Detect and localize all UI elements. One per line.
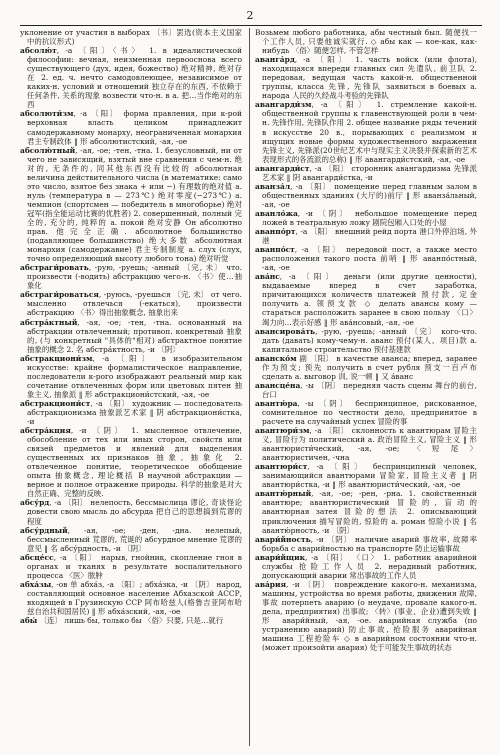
page-number: 2 [246, 9, 254, 22]
entry-definition: , -а 〔阳〕 нелепость, бессмыслица 谬论, 奇谈怪论 довести свою мысль до абсурда 把自己的思想搞到荒谬的程度 [27, 498, 242, 526]
entry-headword: абстраги́ровать [20, 263, 89, 273]
entry-definition: , -а 〔阳〕〈书〉 1. в идеалистической философии: вечная, неизменная первооснова всего существующего (дух, идея, божество) 绝对精神, 绝对存在 2. ед. ч. нечто самодовлеющее, независимое от каких-н. условий и отношений 独立存在的东西, 不依赖于任何条件, 关系的现象 возвести что-н. в а. 把…当作绝对的东西 [27, 46, 242, 110]
dictionary-entry [255, 580, 477, 652]
entry-definition: , -ов 单 абха́з, -а 〔阳〕; абха́зка, -и 〔阴〕 народ, составляющий основное население Абхазской АССР, входящей в Грузинскую ССР 阿布哈兹人(格鲁吉亚阿布哈兹自治共和国居民) ‖ 形 абха́зский, -ая, -ое [27, 579, 242, 616]
entry-definition: , -и 〔阴〕 небольшое помещение перед ложей в театральную ложу 剧院包厢入口处的小屋 [262, 208, 477, 227]
column-divider [249, 28, 250, 746]
entry-headword: аванза́л [255, 181, 291, 191]
entry-definition: , -а 〔阳〕 нарыв, гнойник, скопление гноя в органах и тканях в результате воспалительного процесса 〈医〉脓肿 [27, 552, 242, 580]
dictionary-entry [255, 28, 477, 55]
entry-definition: , -ая, -ое; -рен, -рна. 1. свойственный авантюре; авантюристический 冒险的, 盲动的 авантюрная затея 冒险的想法 2. описывающий приключения 描写冒险的, 惊险的 а. роман 惊险小说 ‖ 名 авантю́рность, -и 〔阴〕 [262, 489, 477, 535]
entry-headword: абсце́сс [20, 552, 54, 562]
entry-definition: , -ая, -ое; -ден, -дна. нелепый, бессмысленный 荒谬的, 荒诞的 абсурдное мнение 荒谬的意见 ‖ 名 абсу́рдность, -и 〔阴〕 [27, 525, 242, 553]
entry-headword: абсолюти́зм [20, 109, 74, 119]
dictionary-entry [20, 616, 242, 625]
dictionary-entry [20, 553, 242, 580]
entry-headword: авантюри́зм [255, 426, 310, 436]
entry-definition: Возьмем любого работника, абы честный был. 随便找一个工作人员, 只要他诚实就行. ◇ абы как — кое-как, как-нибудь 〈俗〉随便怎样, 不管怎样 [255, 28, 477, 56]
entry-definition: 副 〔阳〕 в качестве аванса; вперед, заранее 作为预支; 预先 получить в счет рубля 预支一百卢布 сделать а. выговор 训, 说一顿 ‖ 又 а́ванс [262, 353, 477, 381]
dictionary-entry [20, 498, 242, 525]
entry-headword: авансирова́ть [255, 326, 316, 336]
entry-definition: , -и 〔阴〕 1. мысленное отвлечение, обособление от тех или иных сторон, свойств или связей предметов и явлений для выделения существенных их признаков 抽象, 抽象化 2. отвлеченное понятие, теоретическое обобщение опыта 抽象概念, 理论概括 В научной абстракции — верное и полное отражение природы. 科学的抽象是对大自然正确、完整的反映. [27, 426, 242, 499]
entry-headword: абсу́рд [20, 498, 50, 508]
dictionary-entry [255, 164, 477, 182]
entry-headword: абстраги́роваться [20, 290, 99, 300]
entry-definition: , -а 〔阳〕 〈口〉 1. работник аварийной службы 抢险工作人员 2. нерадивый работник, допускающий аварии 常出事故的工作人员 [262, 552, 477, 580]
dictionary-entry [255, 182, 477, 209]
entry-headword: аванло́жа [255, 208, 298, 218]
entry-definition: , -и 〔阴〕 повреждение какого-н. механизма, машины, устройства во время работы, движения 故障, 事故 потерпеть аварию (о неудаче, провале какого-н. дела, предприятия) 出事故; 〈转〉(事业、企业)遭到失败 ‖ 形 авари́йный, -ая, -ое. аварийная служба (по устранению аварий) 防止事故, 抢险服务 аварийная машина 工程抢险车 ◇ в аварийном состоянии что-н. (может произойти авария) 处于可能发生事故的状态 [262, 579, 477, 653]
dictionary-entry [255, 535, 477, 553]
dictionary-entry [20, 318, 242, 354]
entry-headword: авансце́на [255, 380, 301, 390]
entry-definition: , -рую, -руешь; -анный 〔完, 未〕 что. произвести (-водить) абстракцию чего-н. 〈书〉使…抽象化 [27, 263, 242, 291]
dictionary-entry [20, 46, 242, 109]
dictionary-entry [255, 354, 477, 381]
dictionary-entry [20, 354, 242, 399]
entry-definition: , -а 〔阳〕 внешний рейд порта 港口外停泊场, 外港 [262, 227, 477, 246]
entry-headword: авари́йность [255, 534, 311, 544]
entry-definition: , -а 〔阳〕 сторонник авангардизма 先锋派艺术家 ‖ 阴 авангарди́стка, -и [262, 163, 477, 182]
dictionary-entry [20, 290, 242, 317]
dictionary-entry [20, 580, 242, 616]
entry-headword: абсолю́тный [20, 145, 76, 155]
entry-headword: абстракциони́ст [20, 398, 91, 408]
entry-definition: , -а 〔阳〕 передовой пост, а также место расположения такого поста 前哨 ‖ 形 аванпо́стный, -ая, -ое [262, 245, 477, 273]
entry-headword: авари́йщик [255, 552, 305, 562]
entry-headword: абха́зы [20, 579, 52, 589]
entry-definition: , -а 〔阳〕 1. часть войск (или флота), находящаяся впереди главных сил 先遣队, 前卫队 2. передовая, ведущая часть какой-н. общественной группы, класса 先锋, 先锋队 заявиться в боевых а. народа 人民的久经战斗考验的先锋队 [262, 55, 477, 101]
entry-headword: аванга́рд [255, 55, 295, 65]
entry-definition: , -ы 〔阴〕 беспринципное, рискованное, сомнительное по честности дело, предпринятое в расчете на случайный успех 冒险的事 [262, 398, 477, 427]
entry-definition: , -а 〔阳〕 1. стремление какой-н. общественной группы к главенствующей роли в чем-н. 先锋作用, 先锋队作用 2. общее название ряды течений в искусстве 20 в., порывающих с реализмом и ищущих новые формы художественного выражения 先锋主义, 先锋派(20世纪艺术中与现实主义决裂并探索新的艺术表现形式的各流派的总称) ‖ 形 авангарди́стский, -ая, -ое [262, 100, 477, 164]
entry-definition: уклонение от участия в выборах 〔书〕罢选(资本主义国家中的抗议形式) [20, 28, 242, 47]
entry-headword: авангарди́зм [255, 100, 312, 110]
dictionary-entry [255, 209, 477, 227]
dictionary-entry [20, 146, 242, 264]
entry-headword: аванпо́ст [255, 245, 295, 255]
entry-headword: ава́нс [255, 272, 280, 282]
right-column [255, 28, 477, 746]
entry-headword: абсолю́т [20, 46, 57, 56]
entry-headword: ава́рия [255, 579, 287, 589]
dictionary-entry [255, 426, 477, 462]
entry-definition: , -а 〔阳〕 художник — последователь абстракционизма 抽象派艺术家 ‖ 阴 абстракциони́стка, -и [27, 398, 242, 427]
entry-definition: 〔连〕 лишь бы, только бы 〈俗〉只要, 只是…就行 [37, 616, 224, 626]
entry-headword: авантюри́ст [255, 462, 308, 472]
dictionary-entry [20, 28, 242, 46]
dictionary-entry [255, 100, 477, 163]
left-column [20, 28, 242, 746]
entry-definition: , -руюсь, -руешься 〔完, 未〕 от чего. мысленно отвлечься (-екаться), произвести абстракцию 〈书〉得出抽象概念, 抽象出来 [27, 290, 242, 318]
entry-definition: , -ая, -ое; -тен, -тна. основанный на абстракции отвлеченный; противоп. конкретный 抽象的, (与 конкретный "具体的"相对) абстрактное понятие 抽象的概念 2. 名 абстра́ктность, -и 〔阴〕 [27, 317, 242, 354]
entry-headword: абсу́рдный [20, 525, 68, 535]
dictionary-entry [255, 245, 477, 272]
entry-definition: , -а 〔阳〕 деньги (или другие ценности), выдаваемые вперед в счет заработка, причитающихся количеств платежей 预付款, 定金 получить а. 领预支款 ◇ делать авансы кому — стараться расположить заранее в свою пользу 〈口〉竭力向…表示好感 ‖ 形 ава́нсовый, -ая, -ое [262, 272, 477, 327]
entry-definition: , -ы 〔阴〕 передняя часть сцены 舞台的前台, 台口 [262, 380, 477, 399]
entry-headword: абстракциони́зм [20, 353, 93, 363]
entry-headword: авангарди́ст [255, 163, 310, 173]
entry-headword: абы́ [20, 616, 38, 626]
entry-definition: , -а 〔阳〕 форма правления, при к-рой верховная власть целиком принадлежит самодержавному монарху, неограниченная монархия 君主专制政体 ‖ 形 абсолютистский, -ая, -ое [27, 109, 242, 146]
entry-definition: , -рую, -руешь; -анный 〔完〕 кого-что. дать (давать) кому-чему-н. аванс 预付(某人、项目)款 а. капитальное строительство 预付基建款 [262, 326, 477, 354]
dictionary-entry [255, 327, 477, 354]
dictionary-entry [20, 263, 242, 290]
entry-headword: аванпо́рт [255, 227, 296, 237]
entry-definition: , -а 〔阳〕 беспринципный человек, занимающийся авантюрами 冒险家, 冒险主义者 ‖ 阴 авантюри́стка, -и ‖ 形 авантюристи́ческий, -ая, -ое [262, 462, 477, 490]
entry-definition: , -и 〔阴〕 наличие аварий 事故率, 故障率 борьба с аварийностью на транспорте 防止运输事故 [262, 534, 477, 553]
dictionary-entry [255, 489, 477, 534]
dictionary-entry [20, 109, 242, 145]
dictionary-entry [255, 55, 477, 100]
entry-definition: , -а 〔阳〕 склонность к авантюрам 冒险主义, 冒险行为 политический а. 政治冒险主义, 冒险主义 ‖ 形 авантюристи́ческий, -ая, -ое; 〈短尾〉 авантюристичен, -чна [262, 426, 477, 463]
entry-headword: абстра́кция [20, 426, 71, 436]
entry-definition: , -а 〔阳〕 в изобразительном искусстве: крайне формалистическое направление, последователи к-рого изображают реальный мир как сочетание отвлеченных форм или цветовых пятен 抽象主义, 抽象派 ‖ 形 абстракциони́стский, -ая, -ое [27, 353, 242, 399]
entry-definition: , -ая, -ое; -тен, -тна. 1. безусловный, ни от чего не зависящий, взятый вне сравнения с чем-н. 绝对的, 无条件的, 同其他东西没有比较的 абсолютная величина действительного числа (в математике: само это число, взятое без знака + или −) 有理数的绝对值 а. нуль (температура в — 273℃) 绝对零度(−273℃) а. чемпион (спортсмен — победитель в многоборье) 绝对冠军(指全能运动比赛的优胜者) 2. совершенный, полный 完全的, 充分的, 纯粹的 а. покой 绝对安静 Он абсолютно прав. 他完全正确. абсолютное большинство (подавляющее большинство) 绝大多数 абсолютная монархия (самодержавие) 君主专制制度 а. слух (слух, точно определяющий высоту любого тона) 绝对听觉 [27, 145, 242, 264]
dictionary-entry [20, 426, 242, 498]
dictionary-entry [255, 381, 477, 399]
dictionary-entry [20, 399, 242, 426]
entry-headword: авантю́рный [255, 489, 312, 499]
dictionary-entry [255, 399, 477, 426]
dictionary-entry [255, 272, 477, 326]
entry-definition: , -а 〔阳〕 помещение перед главным залом в общественных зданиях (大厅的)前厅 ‖ 形 аванза́льный, -ая, -ое [262, 181, 477, 209]
header-rule [20, 25, 482, 26]
dictionary-entry [255, 462, 477, 489]
entry-headword: абстра́ктный [20, 317, 78, 327]
dictionary-entry [20, 526, 242, 553]
dictionary-entry [255, 227, 477, 245]
dictionary-entry [255, 553, 477, 580]
entry-headword: авантю́ра [255, 398, 298, 408]
entry-headword: аванско́м [255, 353, 297, 363]
